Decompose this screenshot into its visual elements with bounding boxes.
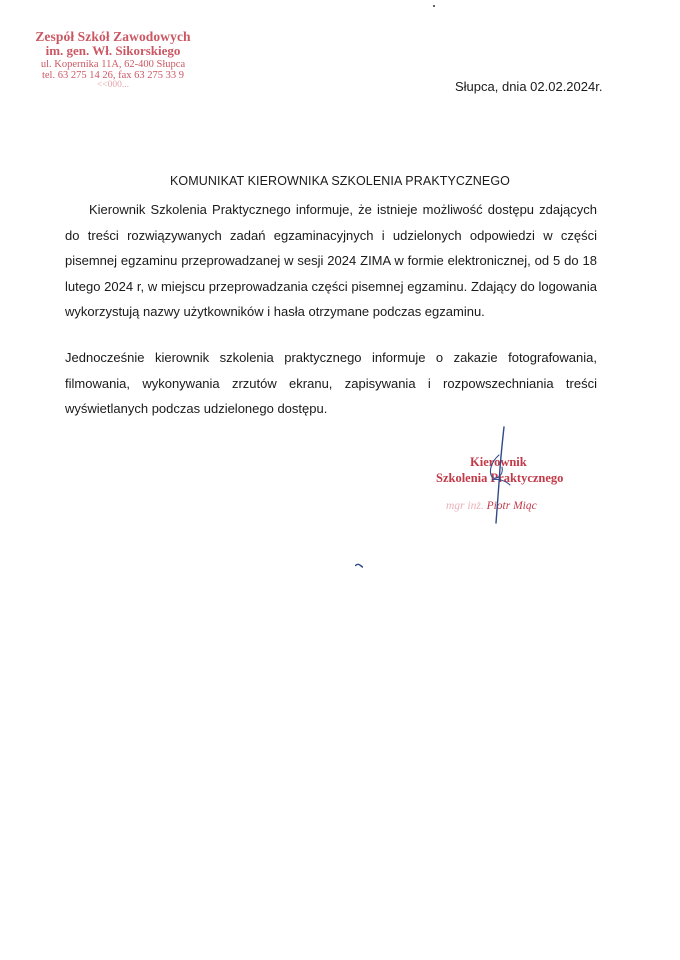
school-stamp-code: <<000... xyxy=(96,79,130,90)
signature-stamp-name: Piotr Miąc xyxy=(486,500,537,512)
paragraph-line: lutego 2024 r, w miejscu przeprowadzania części pisemnej egzaminu. Zdający do logowania xyxy=(65,278,597,294)
scan-dot xyxy=(433,5,435,7)
paragraph-line: wyświetlanych podczas udzielonego dostępu. xyxy=(65,401,328,416)
signature-stamp-title: mgr inż. xyxy=(446,500,484,512)
signature-stamp-department: Szkolenia Praktycznego xyxy=(436,471,564,485)
ink-mark xyxy=(355,563,363,568)
place-date: Słupca, dnia 02.02.2024r. xyxy=(455,79,603,94)
signature-stamp-role: Kierownik xyxy=(470,455,527,469)
paragraph-access-info xyxy=(65,197,597,325)
school-stamp-name: Zespół Szkół Zawodowych xyxy=(35,29,191,44)
document-title: KOMUNIKAT KIEROWNIKA SZKOLENIA PRAKTYCZNEGO xyxy=(169,174,510,188)
handwritten-signature xyxy=(452,425,522,525)
paragraph-line: filmowania, wykonywania zrzutów ekranu, zapisywania i rozpowszechniania treści xyxy=(65,375,597,391)
paragraph-line: Kierownik Szkolenia Praktycznego informuje, że istnieje możliwość dostępu zdających xyxy=(89,202,597,217)
school-stamp-patron: im. gen. Wł. Sikorskiego xyxy=(45,43,181,59)
paragraph-line: Jednocześnie kierownik szkolenia praktycznego informuje o zakazie fotografowania, xyxy=(65,350,597,365)
paragraph-line: do treści rozwiązywanych zadań egzaminacyjnych i udzielonych odpowiedzi w części xyxy=(65,227,597,243)
school-stamp-address: ul. Kopernika 11A, 62-400 Słupca xyxy=(40,58,186,70)
paragraph-prohibition xyxy=(65,345,597,422)
paragraph-line: pisemnej egzaminu przeprowadzanej w sesji 2024 ZIMA w formie elektronicznej, od 5 do 18 xyxy=(65,253,597,268)
school-stamp xyxy=(28,30,198,91)
paragraph-line: wykorzystują nazwy użytkowników i hasła otrzymane podczas egzaminu. xyxy=(65,304,485,319)
school-stamp-phone: tel. 63 275 14 26, fax 63 275 33 9 xyxy=(41,69,185,81)
